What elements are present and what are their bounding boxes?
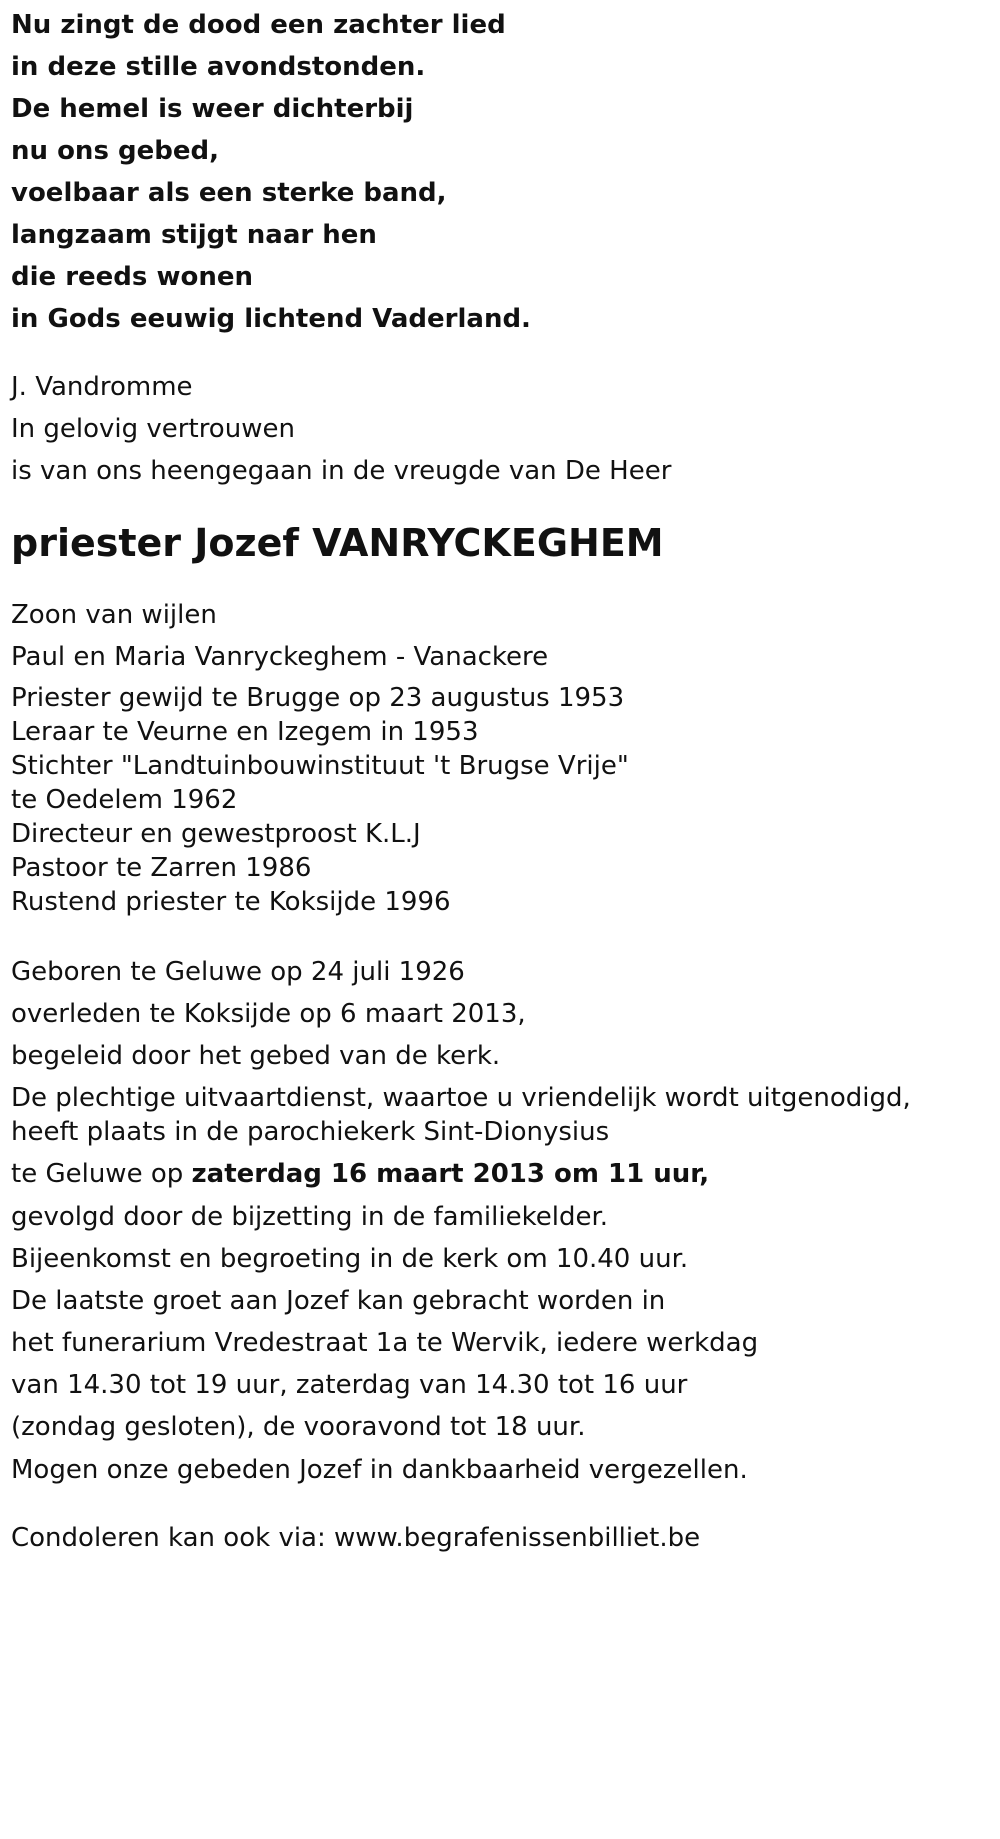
parents-line: Paul en Maria Vanryckeghem - Vanackere — [11, 642, 549, 672]
poem-line: voelbaar als een sterke band, — [11, 178, 447, 208]
career-item: Leraar te Veurne en Izegem in 1953 — [11, 717, 479, 747]
poem-line: Nu zingt de dood een zachter lied — [11, 10, 506, 40]
parents-line: Zoon van wijlen — [11, 600, 217, 630]
poem-line: De hemel is weer dichterbij — [11, 94, 414, 124]
service-line: heeft plaats in de parochiekerk Sint-Dionysius — [11, 1117, 610, 1147]
burial-line: gevolgd door de bijzetting in de familiekelder. — [11, 1202, 609, 1232]
career-item: Stichter "Landtuinbouwinstituut 't Brugse Vrije" — [11, 751, 629, 781]
poem-line: nu ons gebed, — [11, 136, 219, 166]
condolence-link[interactable]: www.begrafenissenbilliet.be — [334, 1523, 701, 1553]
service-line: De plechtige uitvaartdienst, waartoe u vriendelijk wordt uitgenodigd, — [11, 1083, 911, 1113]
prayer-line: Mogen onze gebeden Jozef in dankbaarheid vergezellen. — [11, 1455, 748, 1485]
career-item: te Oedelem 1962 — [11, 785, 238, 815]
poem-line: in deze stille avondstonden. — [11, 52, 426, 82]
service-date-line — [11, 1158, 709, 1190]
service-date: zaterdag 16 maart 2013 om 11 uur, — [191, 1159, 710, 1189]
gathering-line: Bijeenkomst en begroeting in de kerk om 10.40 uur. — [11, 1244, 689, 1274]
poem-author: J. Vandromme — [11, 372, 193, 402]
condolence-line — [11, 1522, 700, 1554]
career-item: Pastoor te Zarren 1986 — [11, 853, 312, 883]
condolence-label: Condoleren kan ook via: — [11, 1523, 335, 1553]
poem-line: in Gods eeuwig lichtend Vaderland. — [11, 304, 531, 334]
career-item: Rustend priester te Koksijde 1996 — [11, 887, 451, 917]
deceased-name: priester Jozef VANRYCKEGHEM — [11, 521, 664, 565]
farewell-line: het funerarium Vredestraat 1a te Wervik, iedere werkdag — [11, 1328, 759, 1358]
farewell-line: De laatste groet aan Jozef kan gebracht worden in — [11, 1286, 666, 1316]
intro-line: is van ons heengegaan in de vreugde van De Heer — [11, 456, 672, 486]
career-item: Directeur en gewestproost K.L.J — [11, 819, 421, 849]
died-line: overleden te Koksijde op 6 maart 2013, — [11, 999, 526, 1029]
poem-line: langzaam stijgt naar hen — [11, 220, 377, 250]
farewell-line: (zondag gesloten), de vooravond tot 18 uur. — [11, 1412, 586, 1442]
place-prefix: te Geluwe op — [11, 1159, 192, 1189]
career-item: Priester gewijd te Brugge op 23 augustus 1953 — [11, 683, 625, 713]
poem-line: die reeds wonen — [11, 262, 253, 292]
intro-line: In gelovig vertrouwen — [11, 414, 295, 444]
accompanied-line: begeleid door het gebed van de kerk. — [11, 1041, 501, 1071]
born-line: Geboren te Geluwe op 24 juli 1926 — [11, 957, 465, 987]
farewell-line: van 14.30 tot 19 uur, zaterdag van 14.30 tot 16 uur — [11, 1370, 688, 1400]
